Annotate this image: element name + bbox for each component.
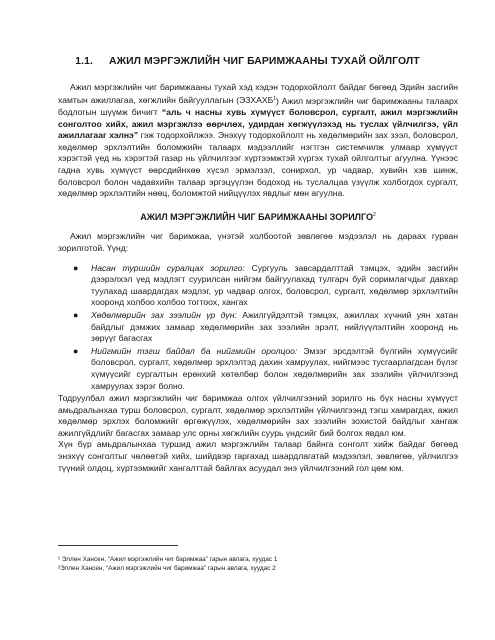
footnote-ref-1: 1	[273, 95, 277, 102]
footnote-divider	[58, 545, 178, 546]
list-item	[58, 346, 458, 392]
footnote-2: ²Эллен Хансен, “Ажил мэргэжлийн чиг баримжаа” гарын авлага, хуудас 2	[58, 565, 276, 572]
section-title: АЖИЛ МЭРГЭЖЛИЙН ЧИГ БАРИМЖААНЫ ТУХАЙ ОЙЛГОЛТ	[108, 56, 420, 67]
list-item-term: Насан туршийн суралцах зорилго:	[91, 262, 245, 273]
list-item-term: Нийгмийн тэгш байдал ба нийгмийн оролцоо:	[91, 345, 298, 356]
para4-text: Хүн бүр амьдралынхаа туршид ажил мэргэжлийн талаар байнга сонголт хийж байдаг бөгөөд энэхүү сонголтыг чөлөөтэй хийх, шийдвэр гаргахад шаардлагатай мэдээлэл, зөвлөгөө, үйлчилгээ түүний олдоц, хүртээмжийг хангалттай байлгах асуудал энэ үйлчилгээний гол цөм юм.	[58, 439, 458, 473]
para1-text-a: Ажил мэргэжлийн чиг баримжааны тухай хэд хэдэн тодорхойлолт байдаг бөгөөд Эдийн засгийн хамтын ажиллагаа, хөгжлийн байгууллагын (ЭЗХАХБ	[58, 82, 458, 106]
list-item-term: Хөдөлмөрийн зах зээлийн үр дүн:	[91, 309, 237, 320]
footnote-1: ¹ Эллен Хансен, “Ажил мэргэжлийн чиг баримжаа” гарын авлага, хуудас 1	[58, 556, 278, 563]
para2-text: Ажил мэргэжлийн чиг баримжаа, үнэтэй холбоотой зөвлөгөө мэдээлэл нь дараах гурван зорилготой. Үүнд:	[58, 231, 458, 253]
paragraph-goals-intro	[58, 231, 458, 254]
list-item	[58, 310, 458, 345]
para1-definition-quote: “аль ч насны хувь хүмүүст боловсрол, сургалт, ажил мэргэжлийн сонголтоо хийх, ажил мэргэжлээ өөрчлөх, удирдан хөгжүүлэхэд нь туслах үйлчилгээ, үйл ажиллагааг хэлнэ”	[58, 107, 458, 141]
paragraph-choice	[58, 439, 458, 474]
list-item-text: Ажилгүйдэлтэй тэмцэх, ажиллах хүчний уян хатан байдлыг дэмжих замаар хөдөлмөрийн зах зээлийн эрэлт, нийлүүлэлтийн хооронд нь зөрүүг багасгах	[91, 309, 458, 344]
bullet-icon: ●	[73, 262, 79, 273]
paragraph-definition	[58, 82, 458, 200]
paragraph-purpose: Тодруулбал ажил мэргэжлийн чиг баримжаа олгох үйлчилгээний зорилго нь бүх насны хүмүүст амьдралынхаа турш боловсрол, сургалт, хөдөлмөр эрхлэлтийн үйлчилгээнд тэгш хамрагдах, ажил хөдөлмөр эрхлэх боломжийг өргөжүүлэх, хөдөлмөрийн зах зээлийн зохистой байдлыг хангаж ажилгүйдлийг багасгах замаар улс орны хөгжлийн суурь үндсийг бий болгох явдал юм.	[58, 393, 458, 438]
para1-text-b: ) Ажил мэргэжлийн чиг баримжааны талаарх бодлогын шүүмж бичигт	[58, 95, 458, 118]
bullet-icon: ●	[73, 309, 79, 320]
list-item	[58, 263, 458, 309]
list-item-text: Эмзэг эрсдэлтэй бүлгийн хүмүүсийг боловсрол, сургалт, хөдөлмөр эрхлэлтэд дахин хамруулах, нийгмээс тусгаарлагдсан бүлэг хүмүүсийг сургалтын ерөнхий хөтөлбөр болон хөдөлмөрийн зах зээлийн үйлчилгээнд хамруулах зэрэг болно.	[91, 345, 458, 391]
section-number: 1.1.	[75, 56, 93, 67]
list-item-text: Сургууль завсардалттай тэмцэх, эдийн засгийн дээрэлхэл үед мэдлэгт суурилсан нийгэм байгуулахад тулгарч буй соримлагчдыг давхар туулахад шаардагдах мэдлэг, ур чадвар олгох, боловсрол, сургалт, хөдөлмөр эрхлэлтийн хооронд холбоо холбоо тогтоох, хангах	[91, 262, 458, 308]
goals-list	[58, 263, 458, 393]
footnotes	[58, 555, 458, 573]
subsection-title: АЖИЛ МЭРГЭЖЛИЙН ЧИГ БАРИМЖААНЫ ЗОРИЛГО	[140, 211, 373, 222]
bullet-icon: ●	[73, 345, 79, 356]
para1-text-c: гэж тодорхойлжээ. Энэхүү тодорхойлолт нь хөдөлмөрийн зах зээл, боловсрол, хөдөлмөр эрхлэлтийн боломжийн талаарх мэдээллийг нэгтгэн системчилж улмаар хүмүүст хэрэгтэй үед нь хэрэгтэй газар нь үйлчилгээг хүртээмжтэй хүргэх тухай ойлголтыг агуулна. Үүнээс гадна хувь хүмүүст өөрсдийнхөө хүсэл эрмэлзэл, сонирхол, ур чадвар, хувийн хэв шинж, боловсрол болон чадавхийн талаар эргэцүүлэн бодоход нь туслалцаа үзүүлж холбогдох сургалт, хөдөлмөр эрхлэлтийн нөөц, боломжтой нийцүүлэх явдлыг мөн агуулна.	[58, 130, 458, 199]
section-heading	[0, 56, 495, 67]
subsection-heading	[58, 210, 458, 224]
document-body	[58, 82, 458, 474]
footnote-ref-2: 2	[372, 211, 376, 218]
